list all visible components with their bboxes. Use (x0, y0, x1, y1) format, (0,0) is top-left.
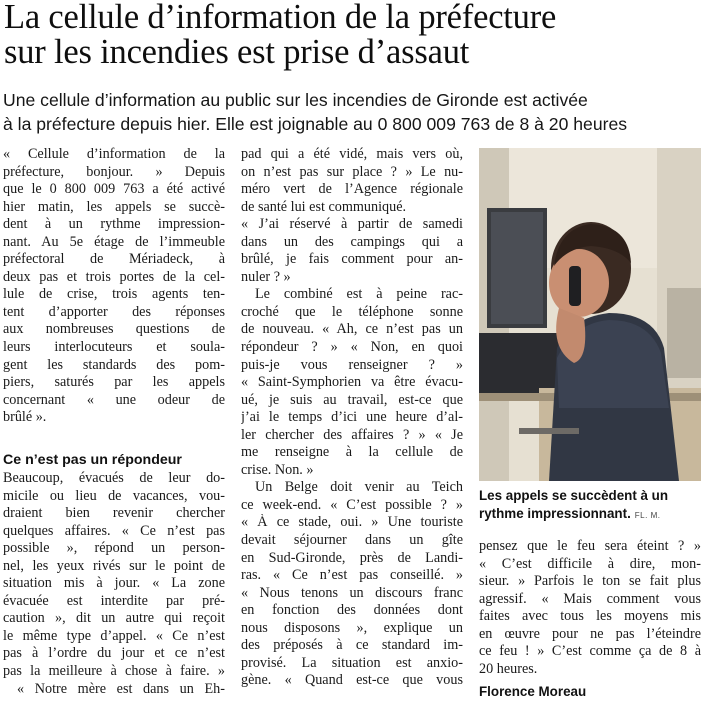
text-line: de santé lui est communiqué. (241, 198, 407, 215)
byline: Florence Moreau (479, 684, 587, 699)
headline (4, 0, 704, 70)
text-line: « Cellule d’information de la (3, 146, 225, 162)
text-line: de nouveau. « Ah, ce n’est pas un (241, 321, 463, 338)
caption-line (479, 505, 705, 525)
text-line: 20 heures. (479, 660, 538, 677)
column-1-continued (3, 470, 225, 698)
text-line: Un Belge doit venir au Teich (255, 479, 463, 496)
text-line: nuler ? » (241, 268, 291, 285)
text-line: aux nombreuses questions de (3, 321, 225, 338)
text-line: on n’est pas sur place ? » Le nu- (241, 163, 463, 180)
text-line: « Notre mère est dans un Eh- (17, 680, 225, 697)
standfirst-line: Une cellule d’information au public sur les incendies de Gironde est activée (3, 90, 588, 110)
standfirst (3, 88, 703, 136)
text-line: leurs interlocuteurs et soula- (3, 339, 225, 356)
text-line: micile ou lieu de vacances, vou- (3, 487, 225, 504)
text-line: pad qui a été vidé, mais vers où, (241, 146, 463, 162)
text-line: sieur. » Parfois le ton se fait plus (479, 573, 701, 590)
text-line: concernant « une odeur de (3, 391, 225, 408)
text-line: puis-je vous renseigner ? » (241, 356, 463, 373)
headline-line: sur les incendies est prise d’assaut (4, 33, 470, 71)
text-line: devait séjourner dans un gîte (241, 532, 463, 549)
text-line: « Saint-Symphorien va être évacu- (241, 374, 463, 391)
text-line: piers, saturés par les appels (3, 374, 225, 391)
text-line: le même type d’appel. « Ce n’est (3, 627, 225, 644)
text-line: ras. « Ce n’est pas conseillé. » (241, 567, 463, 584)
standfirst-line: à la préfecture depuis hier. Elle est joignable au 0 800 009 763 de 8 à 20 heures (3, 114, 628, 134)
text-line: nant. Au 5e étage de l’immeuble (3, 233, 225, 250)
text-line: tent d’apporter des réponses (3, 303, 225, 320)
text-line: faites avec tous les moyens mis (479, 608, 701, 625)
text-line: « C’est difficile à dire, mon- (479, 555, 701, 572)
caption-text: rythme impressionnant. (479, 506, 631, 521)
text-line: des préposés à ce standard im- (241, 637, 463, 654)
text-line: croché que le téléphone sonne (241, 303, 463, 320)
text-line: deux pas et trois portes de la cel- (3, 268, 225, 285)
text-line: préfectoral de Mériadeck, à (3, 251, 225, 268)
subheading: Ce n’est pas un répondeur (3, 452, 182, 468)
text-line: ce feu ! » C’est comme ça de 8 à (479, 643, 701, 660)
text-line: en fonction des données dont (241, 602, 463, 619)
text-line: « J’ai réservé à partir de samedi (241, 216, 463, 233)
text-line: « À ce stade, oui. » Une touriste (241, 514, 463, 531)
text-line: me renseigne à la cellule de (241, 444, 463, 461)
text-line: j’ai le temps d’ici une heure d’al- (241, 409, 463, 426)
text-line: en Sud-Gironde, près de Landi- (241, 549, 463, 566)
text-line: préfecture, bonjour. » Depuis (3, 163, 225, 180)
photo-caption (479, 487, 705, 525)
text-line: lule de crise, trois agents ten- (3, 286, 225, 303)
text-line: que le 0 800 009 763 a été activé (3, 181, 225, 198)
caption-line: Les appels se succèdent à un (479, 488, 669, 503)
text-line: Le combiné est à peine rac- (255, 286, 463, 303)
text-line: évacuée est interdite par pré- (3, 592, 225, 609)
text-line: pas à l’ordre du jour et ce n’est (3, 645, 225, 662)
text-line: Beaucoup, évacués de leur do- (3, 470, 225, 486)
text-line: brûlé ». (3, 409, 47, 426)
text-line: quelques affaires. « Ce n’est pas (3, 522, 225, 539)
column-3 (479, 538, 701, 678)
text-line: situation mis à jour. « La zone (3, 575, 225, 592)
text-line: ué, je suis au travail, est-ce que (241, 391, 463, 408)
text-line: répondeur ? » « Non, en quoi (241, 339, 463, 356)
text-line: nel, les yeux rivés sur le point de (3, 557, 225, 574)
text-line: en œuvre pour ne pas l’éteindre (479, 625, 701, 642)
text-line: ce week-end. « C’est possible ? » (241, 496, 463, 513)
text-line: dent à un rythme impression- (3, 216, 225, 233)
text-line: dans un des campings qui a (241, 233, 463, 250)
text-line: possible », répond un person- (3, 540, 225, 557)
text-line: pensez que le feu sera éteint ? » (479, 538, 701, 554)
text-line: gent les standards des pom- (3, 356, 225, 373)
text-line: brûlé, je fais comment pour an- (241, 251, 463, 268)
headline-line: La cellule d’information de la préfecture (4, 0, 557, 36)
text-line: pas la meilleure à chose à faire. » (3, 663, 225, 680)
photo-credit: FL. M. (634, 511, 661, 520)
text-line: draient bien revenir chercher (3, 505, 225, 522)
column-2 (241, 146, 463, 690)
text-line: ler chercher des affaires ? » « Je (241, 426, 463, 443)
text-line: « Nous tenons un discours franc (241, 584, 463, 601)
text-line: nous disposons », explique un (241, 619, 463, 636)
text-line: méro vert de l’Agence régionale (241, 181, 463, 198)
text-line: caution », dit un autre qui reçoit (3, 610, 225, 627)
text-line: hier matin, les appels se succè- (3, 198, 225, 215)
photo (479, 148, 701, 481)
column-1 (3, 146, 225, 427)
text-line: crise. Non. » (241, 461, 314, 478)
text-line: agressif. « Mais comment vous (479, 590, 701, 607)
text-line: provisé. La situation est anxio- (241, 654, 463, 671)
text-line: gène. « Quand est-ce que vous (241, 672, 463, 689)
